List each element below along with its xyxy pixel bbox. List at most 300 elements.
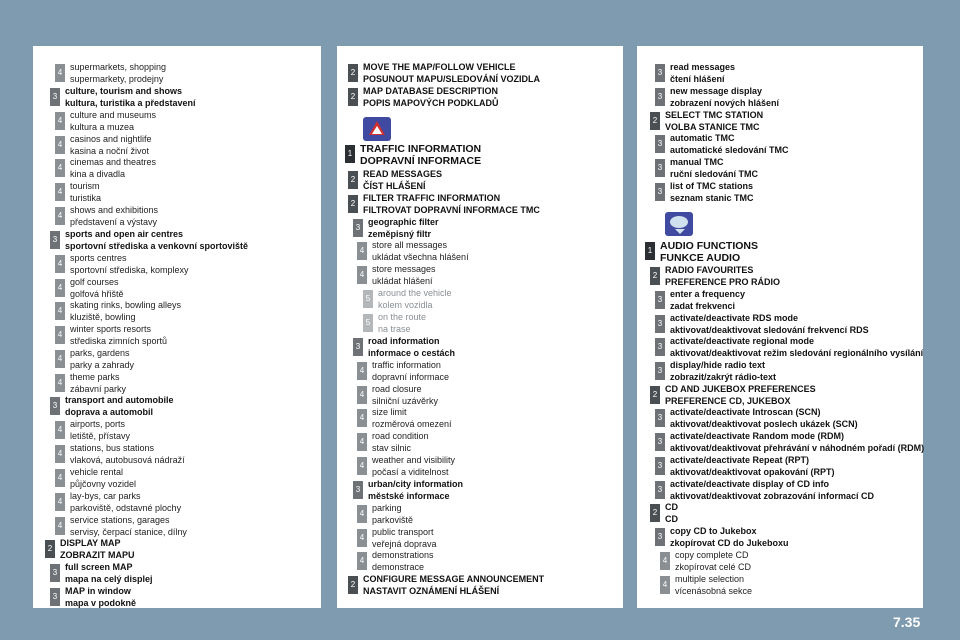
label-english: geographic filter (368, 217, 439, 227)
level-badge: 4 (55, 517, 65, 535)
menu-item (357, 264, 436, 287)
label-english: store all messages (372, 240, 448, 250)
menu-item-text (675, 550, 751, 573)
menu-item-text (670, 336, 923, 359)
menu-item (55, 348, 134, 371)
label-czech: POPIS MAPOVÝCH PODKLADŮ (363, 97, 499, 108)
label-czech: ukládat hlášení (372, 275, 433, 286)
label-english: culture, tourism and shows (65, 86, 183, 96)
label-czech: veřejná doprava (372, 538, 437, 549)
label-czech: aktivovat/deaktivovat režim sledování regionálního vysílání (670, 347, 924, 358)
level-badge: 3 (655, 159, 665, 177)
menu-item (655, 479, 874, 502)
label-czech: kasina a noční život (70, 145, 150, 156)
label-english: activate/deactivate Repeat (RPT) (670, 455, 810, 465)
label-english: display/hide radio text (670, 360, 766, 370)
menu-item (655, 313, 869, 336)
label-czech: čtení hlášení (670, 73, 725, 84)
menu-item (50, 86, 196, 109)
label-english: list of TMC stations (670, 181, 753, 191)
menu-item (55, 324, 167, 347)
menu-item (655, 86, 779, 109)
label-english: MOVE THE MAP/FOLLOW VEHICLE (363, 62, 516, 72)
menu-item (655, 133, 789, 156)
label-english: MAP DATABASE DESCRIPTION (363, 86, 499, 96)
label-czech: dopravní informace (372, 371, 450, 382)
label-czech: seznam stanic TMC (670, 192, 754, 203)
level-badge: 4 (55, 326, 65, 344)
level-badge: 4 (55, 279, 65, 297)
label-english: golf courses (70, 277, 119, 287)
level-badge: 1 (345, 145, 355, 163)
level-badge: 4 (357, 266, 367, 284)
level-badge: 2 (348, 576, 358, 594)
level-badge: 2 (348, 171, 358, 189)
level-badge: 4 (55, 183, 65, 201)
label-czech: aktivovat/deaktivovat sledování frekvencí RDS (670, 324, 869, 335)
menu-item-text (70, 515, 187, 538)
level-badge: 2 (348, 88, 358, 106)
menu-item-text (70, 419, 130, 442)
label-czech: demonstrace (372, 561, 425, 572)
menu-item-text (372, 264, 436, 287)
menu-item (348, 193, 540, 216)
label-czech: kultura, turistika a představení (65, 97, 196, 108)
label-english: copy CD to Jukebox (670, 526, 757, 536)
level-badge: 3 (655, 64, 665, 82)
menu-item (655, 455, 835, 478)
label-english: theme parks (70, 372, 120, 382)
menu-item (50, 395, 174, 418)
label-czech: aktivovat/deaktivovat opakování (RPT) (670, 466, 835, 477)
menu-item-text (60, 538, 135, 561)
level-badge: 3 (655, 481, 665, 499)
menu-item (655, 336, 923, 359)
label-czech: půjčovny vozidel (70, 478, 137, 489)
menu-item (55, 62, 166, 85)
level-badge: 2 (650, 112, 660, 130)
label-english: lay-bys, car parks (70, 491, 141, 501)
level-badge: 4 (55, 136, 65, 154)
label-english: full screen MAP (65, 562, 133, 572)
label-english: manual TMC (670, 157, 724, 167)
label-czech: kluziště, bowling (70, 311, 136, 322)
label-czech: NASTAVIT OZNÁMENÍ HLÁŠENÍ (363, 585, 500, 596)
label-english: airports, ports (70, 419, 126, 429)
menu-item-text (670, 526, 789, 549)
menu-item (348, 169, 442, 192)
menu-item (353, 217, 439, 240)
menu-item (655, 407, 858, 430)
menu-item (650, 502, 678, 525)
menu-item-text (372, 407, 452, 430)
label-english: cinemas and theatres (70, 157, 157, 167)
level-badge: 4 (55, 374, 65, 392)
menu-item-text (372, 360, 449, 383)
label-czech: sportovní střediska a venkovní sportoviště (65, 240, 249, 251)
label-english: transport and automobile (65, 395, 174, 405)
menu-item-text (665, 384, 816, 407)
menu-item (353, 336, 455, 359)
level-badge: 4 (55, 207, 65, 225)
label-english: demonstrations (372, 550, 434, 560)
level-badge: 2 (650, 386, 660, 404)
label-czech: kina a divadla (70, 168, 126, 179)
label-english: on the route (378, 312, 427, 322)
menu-item (55, 443, 185, 466)
level-badge: 3 (353, 219, 363, 237)
label-czech: ZOBRAZIT MAPU (60, 549, 135, 560)
label-czech: aktivovat/deaktivovat zobrazování informací CD (670, 490, 875, 501)
label-czech: servisy, čerpací stanice, dílny (70, 526, 187, 537)
menu-item (55, 300, 181, 323)
label-english: culture and museums (70, 110, 157, 120)
label-czech: PREFERENCE PRO RÁDIO (665, 276, 781, 287)
label-czech: aktivovat/deaktivovat přehrávání v náhodném pořadí (RDM) (670, 442, 925, 453)
menu-item (55, 419, 130, 442)
label-czech: parky a zahrady (70, 359, 135, 370)
level-badge: 4 (357, 386, 367, 404)
level-badge: 4 (357, 552, 367, 570)
label-czech: silniční uzávěrky (372, 395, 439, 406)
menu-item (55, 372, 126, 395)
menu-item (357, 455, 455, 478)
menu-item (660, 550, 751, 573)
label-english: sports and open air centres (65, 229, 184, 239)
menu-item-text (372, 431, 429, 454)
page-number: 7.35 (893, 614, 921, 630)
menu-item (660, 574, 752, 597)
label-czech: parkoviště, odstavné plochy (70, 502, 182, 513)
menu-item-text (670, 407, 858, 430)
menu-item (650, 384, 816, 407)
menu-item-text (363, 86, 499, 109)
menu-item-text (675, 574, 752, 597)
label-english: size limit (372, 407, 407, 417)
level-badge: 4 (357, 433, 367, 451)
menu-item-text (70, 491, 181, 514)
level-badge: 4 (660, 576, 670, 594)
menu-item-text (70, 467, 136, 490)
menu-item-text (70, 348, 134, 371)
level-badge: 4 (55, 255, 65, 273)
menu-item-text (670, 157, 758, 180)
menu-item-text (70, 277, 124, 300)
menu-item (645, 240, 758, 264)
menu-item (655, 289, 745, 312)
label-english: road condition (372, 431, 429, 441)
level-badge: 3 (655, 88, 665, 106)
label-english: activate/deactivate Introscan (SCN) (670, 407, 821, 417)
label-czech: zobrazit/zakrýt rádio-text (670, 371, 777, 382)
menu-item (55, 515, 187, 538)
level-badge: 3 (50, 564, 60, 582)
label-english: new message display (670, 86, 763, 96)
menu-item-text (368, 336, 455, 359)
label-english: AUDIO FUNCTIONS (660, 240, 758, 252)
traffic-warning-icon (363, 117, 391, 141)
menu-item-text (65, 86, 196, 109)
level-badge: 2 (348, 195, 358, 213)
menu-item (348, 62, 540, 85)
level-badge: 5 (363, 314, 373, 332)
menu-item (650, 110, 763, 133)
level-badge: 3 (655, 409, 665, 427)
menu-item-text (70, 110, 156, 133)
label-english: CD (665, 502, 678, 512)
menu-item-text (70, 372, 126, 395)
label-czech: VOLBA STANICE TMC (665, 121, 760, 132)
label-czech: letiště, přístavy (70, 430, 131, 441)
menu-item (55, 491, 181, 514)
level-badge: 4 (357, 409, 367, 427)
menu-item (55, 110, 156, 133)
level-badge: 4 (357, 242, 367, 260)
level-badge: 4 (55, 112, 65, 130)
menu-item-text (670, 62, 735, 85)
label-czech: informace o cestách (368, 347, 456, 358)
label-czech: turistika (70, 192, 102, 203)
label-english: winter sports resorts (70, 324, 152, 334)
level-badge: 3 (353, 481, 363, 499)
menu-item (357, 384, 438, 407)
level-badge: 3 (353, 338, 363, 356)
label-czech: vícenásobná sekce (675, 585, 753, 596)
menu-item (50, 562, 153, 585)
label-czech: mapa v podokně (65, 597, 137, 608)
label-czech: počasí a viditelnost (372, 466, 449, 477)
label-czech: městské informace (368, 490, 450, 501)
level-badge: 3 (655, 338, 665, 356)
menu-item (655, 526, 789, 549)
label-czech: rozměrová omezení (372, 418, 452, 429)
level-badge: 3 (50, 588, 60, 606)
label-english: CONFIGURE MESSAGE ANNOUNCEMENT (363, 574, 545, 584)
level-badge: 4 (55, 159, 65, 177)
menu-item-text (660, 240, 758, 264)
audio-cd-icon (665, 212, 693, 236)
level-badge: 4 (55, 445, 65, 463)
level-badge: 4 (357, 362, 367, 380)
label-english: parking (372, 503, 402, 513)
menu-item-text (372, 527, 437, 550)
label-czech: golfová hřiště (70, 288, 124, 299)
menu-item-text (378, 288, 452, 311)
menu-item-text (363, 62, 540, 85)
menu-item-text (378, 312, 426, 335)
label-english: activate/deactivate Random mode (RDM) (670, 431, 845, 441)
label-czech: supermarkety, prodejny (70, 73, 164, 84)
menu-item (45, 538, 135, 561)
menu-item-text (65, 395, 174, 418)
label-english: sports centres (70, 253, 127, 263)
menu-item-text (363, 193, 540, 216)
label-english: SELECT TMC STATION (665, 110, 764, 120)
label-english: casinos and nightlife (70, 134, 152, 144)
label-english: store messages (372, 264, 436, 274)
label-czech: ruční sledování TMC (670, 168, 759, 179)
menu-item (55, 181, 101, 204)
label-english: read messages (670, 62, 736, 72)
menu-item-text (70, 181, 101, 204)
level-badge: 4 (357, 529, 367, 547)
menu-item-text (670, 360, 776, 383)
level-badge: 3 (50, 88, 60, 106)
label-czech: představení a výstavy (70, 216, 158, 227)
menu-item (655, 431, 924, 454)
label-english: parks, gardens (70, 348, 130, 358)
label-czech: parkoviště (372, 514, 414, 525)
level-badge: 4 (55, 493, 65, 511)
menu-item-text (665, 265, 780, 288)
menu-item-text (670, 289, 745, 312)
level-badge: 2 (650, 267, 660, 285)
menu-item (50, 586, 136, 609)
label-english: stations, bus stations (70, 443, 155, 453)
label-czech: sportovní střediska, komplexy (70, 264, 189, 275)
label-czech: kultura a muzea (70, 121, 135, 132)
label-english: copy complete CD (675, 550, 749, 560)
menu-item (655, 181, 754, 204)
label-czech: DOPRAVNÍ INFORMACE (360, 155, 482, 167)
label-english: activate/deactivate regional mode (670, 336, 815, 346)
label-english: multiple selection (675, 574, 745, 584)
level-badge: 1 (645, 242, 655, 260)
level-badge: 3 (50, 231, 60, 249)
level-badge: 3 (655, 457, 665, 475)
label-english: MAP in window (65, 586, 131, 596)
menu-item-text (665, 502, 678, 525)
label-czech: na trase (378, 323, 411, 334)
level-badge: 3 (655, 528, 665, 546)
menu-item-text (670, 431, 924, 454)
menu-item (55, 277, 124, 300)
label-czech: automatické sledování TMC (670, 144, 789, 155)
menu-item-text (70, 253, 189, 276)
level-badge: 4 (55, 469, 65, 487)
label-english: urban/city information (368, 479, 464, 489)
level-badge: 2 (45, 540, 55, 558)
level-badge: 3 (655, 315, 665, 333)
menu-item-text (70, 134, 152, 157)
label-czech: FUNKCE AUDIO (660, 252, 741, 264)
label-english: vehicle rental (70, 467, 124, 477)
label-english: RADIO FAVOURITES (665, 265, 754, 275)
menu-item (55, 134, 152, 157)
label-czech: doprava a automobil (65, 406, 154, 417)
menu-item-text (372, 455, 455, 478)
menu-item-text (65, 586, 136, 609)
menu-item (353, 479, 463, 502)
level-badge: 3 (655, 433, 665, 451)
menu-item-text (360, 143, 481, 167)
level-badge: 4 (55, 64, 65, 82)
label-english: FILTER TRAFFIC INFORMATION (363, 193, 501, 203)
label-english: supermarkets, shopping (70, 62, 167, 72)
label-czech: kolem vozidla (378, 299, 433, 310)
level-badge: 2 (348, 64, 358, 82)
menu-item (345, 143, 481, 167)
label-czech: střediska zimních sportů (70, 335, 168, 346)
menu-item (348, 86, 499, 109)
menu-item-text (70, 324, 167, 347)
label-czech: zobrazení nových hlášení (670, 97, 780, 108)
menu-item-text (70, 300, 181, 323)
label-english: service stations, garages (70, 515, 170, 525)
menu-item (55, 205, 158, 228)
label-czech: PREFERENCE CD, JUKEBOX (665, 395, 791, 406)
menu-item (55, 467, 136, 490)
label-czech: zábavní parky (70, 383, 127, 394)
label-english: activate/deactivate display of CD info (670, 479, 830, 489)
label-czech: zeměpisný filtr (368, 228, 432, 239)
label-english: skating rinks, bowling alleys (70, 300, 182, 310)
menu-item (655, 360, 776, 383)
label-english: weather and visibility (372, 455, 456, 465)
label-czech: vlaková, autobusová nádraží (70, 454, 185, 465)
label-english: CD AND JUKEBOX PREFERENCES (665, 384, 816, 394)
label-english: road information (368, 336, 440, 346)
menu-item-text (670, 86, 779, 109)
menu-item-text (65, 562, 153, 585)
label-czech: zkopírovat CD do Jukeboxu (670, 537, 789, 548)
level-badge: 4 (357, 505, 367, 523)
label-english: automatic TMC (670, 133, 735, 143)
menu-item-text (670, 181, 754, 204)
level-badge: 3 (655, 291, 665, 309)
label-czech: zkopírovat celé CD (675, 561, 752, 572)
menu-item (357, 527, 437, 550)
menu-item-text (670, 455, 835, 478)
menu-item (357, 503, 413, 526)
menu-item (363, 288, 452, 311)
label-english: traffic information (372, 360, 441, 370)
label-english: public transport (372, 527, 434, 537)
label-czech: POSUNOUT MAPU/SLEDOVÁNÍ VOZIDLA (363, 73, 541, 84)
menu-item-text (372, 550, 434, 573)
label-english: TRAFFIC INFORMATION (360, 143, 482, 155)
level-badge: 3 (655, 135, 665, 153)
label-english: shows and exhibitions (70, 205, 159, 215)
menu-item (55, 157, 156, 180)
menu-item-text (70, 443, 185, 466)
level-badge: 3 (655, 183, 665, 201)
label-english: READ MESSAGES (363, 169, 443, 179)
label-czech: stav silnic (372, 442, 412, 453)
menu-item (357, 431, 429, 454)
menu-item (363, 312, 426, 335)
label-czech: CD (665, 513, 678, 524)
menu-item-text (363, 574, 544, 597)
label-czech: ukládat všechna hlášení (372, 251, 469, 262)
menu-item-text (70, 62, 166, 85)
level-badge: 4 (55, 302, 65, 320)
label-czech: aktivovat/deaktivovat poslech ukázek (SCN) (670, 418, 858, 429)
level-badge: 4 (55, 350, 65, 368)
label-czech: zadat frekvenci (670, 300, 736, 311)
level-badge: 5 (363, 290, 373, 308)
level-badge: 4 (357, 457, 367, 475)
menu-item (357, 240, 469, 263)
menu-item (357, 407, 452, 430)
menu-item-text (368, 479, 463, 502)
menu-item (655, 62, 735, 85)
menu-item-text (70, 205, 158, 228)
menu-item (357, 360, 449, 383)
label-english: tourism (70, 181, 100, 191)
menu-item-text (363, 169, 442, 192)
label-english: enter a frequency (670, 289, 746, 299)
